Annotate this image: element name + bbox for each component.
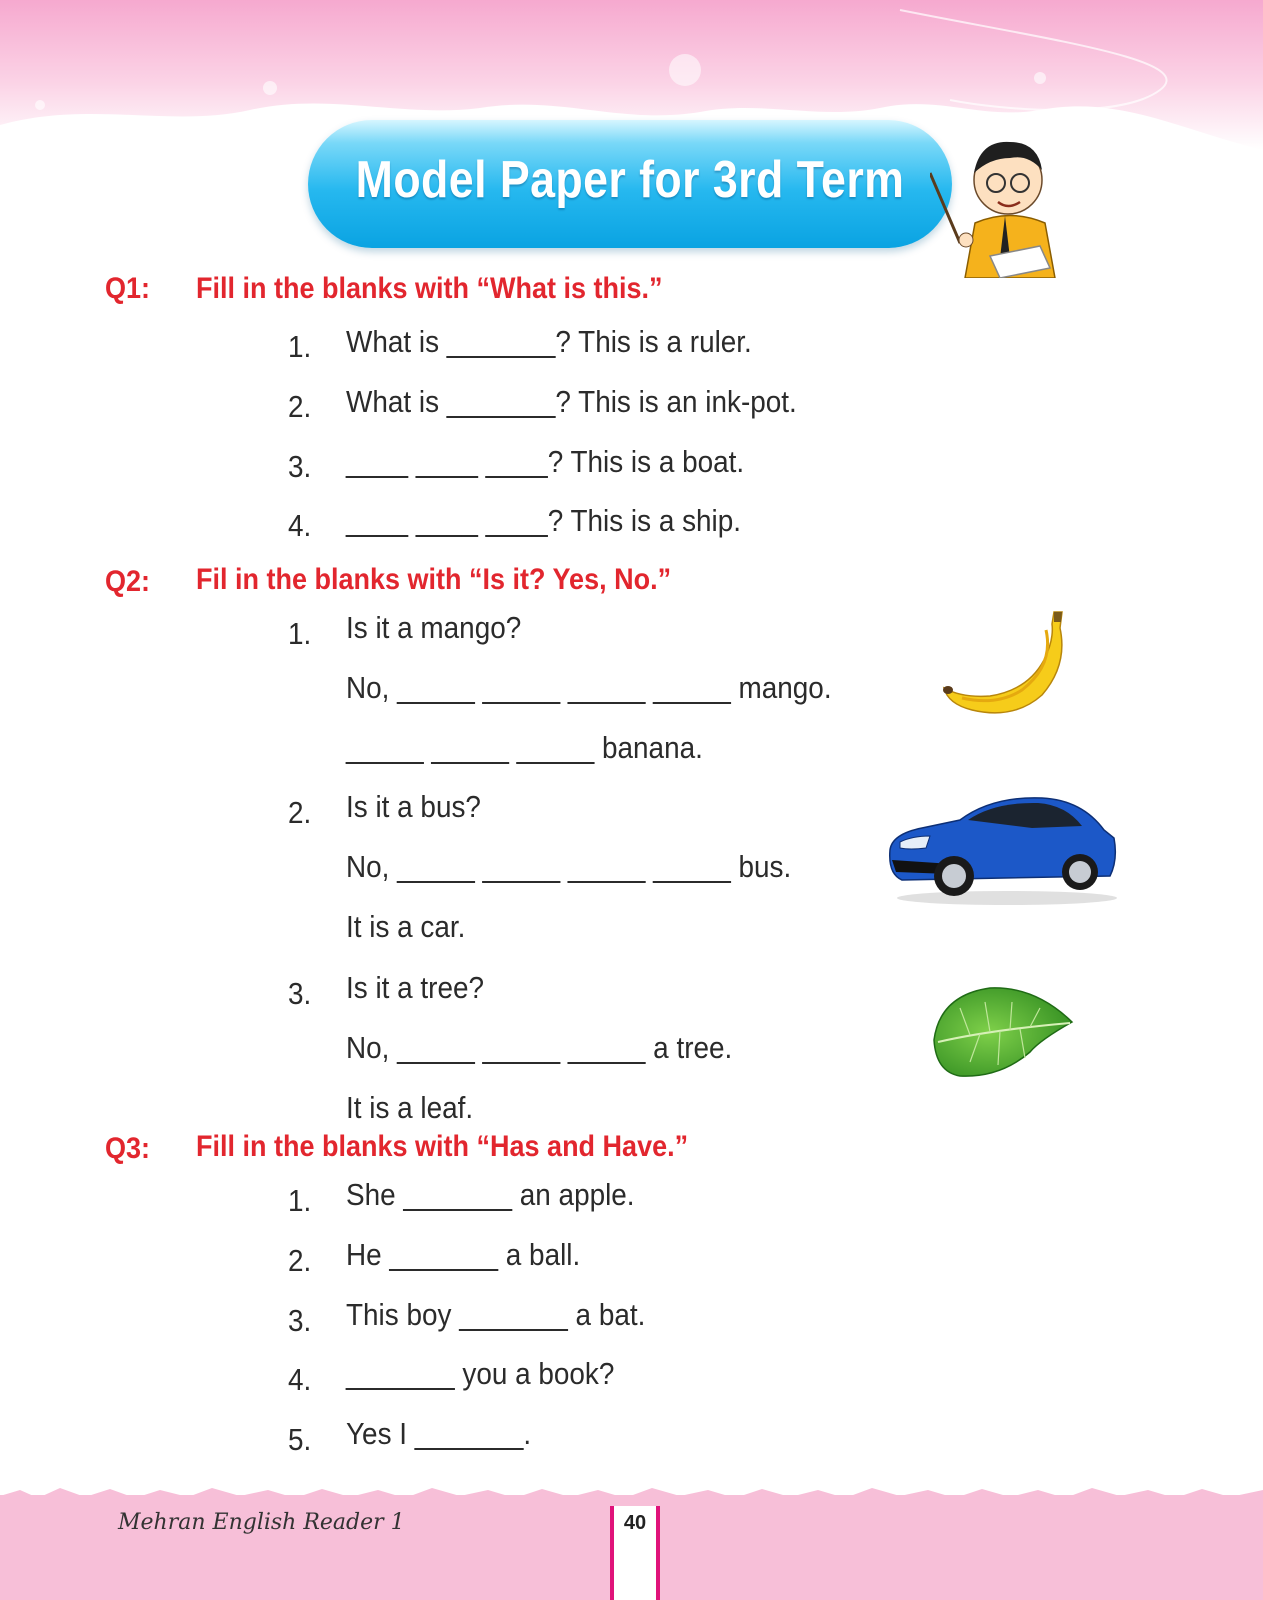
car-image [882, 790, 1122, 908]
q3-label: Q3: [105, 1132, 151, 1165]
q3-item-5-text: Yes I _______. [346, 1416, 532, 1451]
q3-item-3-text: This boy _______ a bat. [346, 1297, 646, 1332]
q1-item-1-number: 1. [288, 329, 312, 364]
q2-item-1-answer: No, _____ _____ _____ _____ mango. [346, 670, 832, 705]
page-number: 40 [623, 1512, 647, 1534]
q2-item-3-follow: It is a leaf. [346, 1090, 474, 1125]
q2-item-1-question: Is it a mango? [346, 610, 522, 645]
footer-book-title: Mehran English Reader 1 [118, 1510, 405, 1535]
q3-item-4-number: 4. [288, 1362, 312, 1397]
q3-item-1-number: 1. [288, 1183, 312, 1218]
q2-item-3-question: Is it a tree? [346, 970, 485, 1005]
q1-item-2-number: 2. [288, 389, 312, 424]
q1-item-2-text: What is _______? This is an ink-pot. [346, 384, 797, 419]
q2-item-3-number: 3. [288, 976, 312, 1011]
q3-item-2-text: He _______ a ball. [346, 1237, 581, 1272]
teacher-cartoon-illustration [930, 128, 1080, 278]
q2-item-2-follow: It is a car. [346, 909, 466, 944]
q2-item-1-follow: _____ _____ _____ banana. [346, 730, 703, 765]
q3-item-4-text: _______ you a book? [346, 1356, 615, 1391]
q1-item-3-number: 3. [288, 449, 312, 484]
q3-item-1-text: She _______ an apple. [346, 1177, 635, 1212]
q1-title: Fill in the blanks with “What is this.” [196, 272, 663, 305]
q1-item-4-number: 4. [288, 508, 312, 543]
page-title: Model Paper for 3rd Term [355, 151, 905, 209]
leaf-image [930, 980, 1080, 1080]
q1-item-4-text: ____ ____ ____? This is a ship. [346, 503, 742, 538]
q2-title: Fil in the blanks with “Is it? Yes, No.” [196, 563, 672, 596]
q2-item-2-number: 2. [288, 795, 312, 830]
q2-label: Q2: [105, 565, 151, 598]
q1-item-3-text: ____ ____ ____? This is a boat. [346, 444, 745, 479]
q3-title: Fill in the blanks with “Has and Have.” [196, 1130, 689, 1163]
q1-item-1-text: What is _______? This is a ruler. [346, 324, 752, 359]
q1-label: Q1: [105, 272, 151, 305]
q3-item-5-number: 5. [288, 1422, 312, 1457]
q3-item-3-number: 3. [288, 1303, 312, 1338]
q2-item-3-answer: No, _____ _____ _____ a tree. [346, 1030, 733, 1065]
q2-item-1-number: 1. [288, 616, 312, 651]
banana-image [942, 610, 1072, 722]
q2-item-2-question: Is it a bus? [346, 789, 481, 824]
q2-item-2-answer: No, _____ _____ _____ _____ bus. [346, 849, 792, 884]
q3-item-2-number: 2. [288, 1243, 312, 1278]
